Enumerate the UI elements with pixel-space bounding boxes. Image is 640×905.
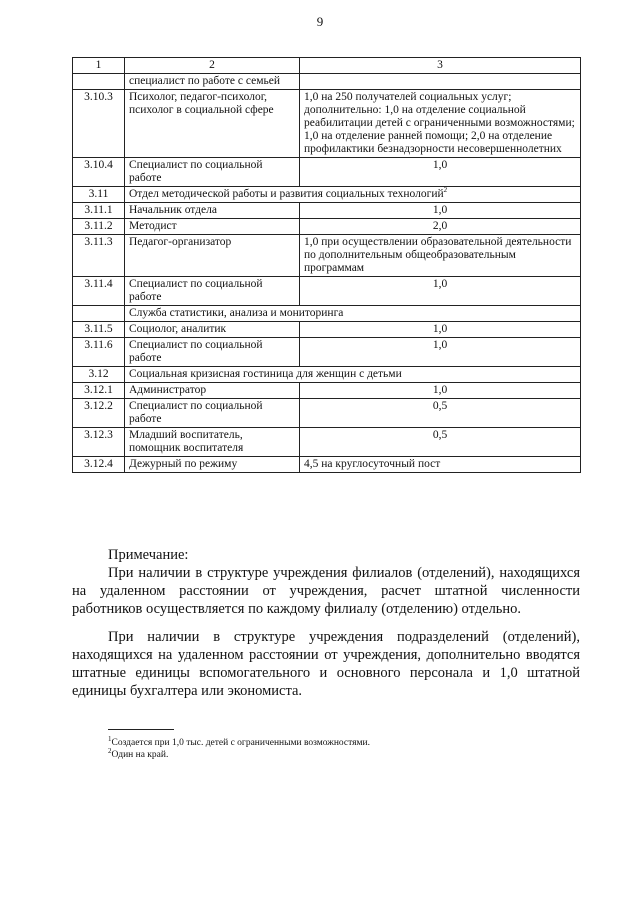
staff-norm-cell: 0,5 (300, 428, 581, 457)
row-number-cell: 3.12.4 (73, 457, 125, 473)
table-row (73, 457, 581, 473)
table-row (73, 338, 581, 367)
table-row (73, 90, 581, 158)
row-number-cell: 3.10.3 (73, 90, 125, 158)
position-name-cell: Методист (125, 219, 300, 235)
position-name-cell: Начальник отдела (125, 203, 300, 219)
row-number-cell: 3.10.4 (73, 158, 125, 187)
staff-norm-cell: 0,5 (300, 399, 581, 428)
footnote-separator (108, 729, 174, 730)
footnote-1 (108, 734, 371, 749)
staffing-table (72, 57, 581, 473)
row-number-cell: 3.12.2 (73, 399, 125, 428)
table-row (73, 399, 581, 428)
note-paragraph-2: При наличии в структуре учреждения подразделений (отделений), находящихся на удаленном расстоянии от учреждения, дополнительно вводятся штатные единицы вспомогательного и основного персонала и 1,0 штатной единицы бухгалтера или экономиста. (72, 629, 580, 699)
section-row (73, 367, 581, 383)
position-name-cell: Специалист по социальной работе (125, 399, 300, 428)
table-header-row (73, 58, 581, 74)
staff-norm-cell: 4,5 на круглосуточный пост (300, 457, 581, 473)
row-number-cell: 3.11.6 (73, 338, 125, 367)
header-cell-1: 1 (73, 58, 125, 74)
table-row (73, 322, 581, 338)
row-number-cell: 3.11.3 (73, 235, 125, 277)
staff-norm-cell: 1,0 (300, 203, 581, 219)
position-name-cell: Специалист по социальной работе (125, 158, 300, 187)
position-name-cell: Дежурный по режиму (125, 457, 300, 473)
row-number-cell: 3.12 (73, 367, 125, 383)
staff-norm-cell: 1,0 (300, 338, 581, 367)
note-title: Примечание: (108, 547, 189, 563)
row-number-cell: 3.11.4 (73, 277, 125, 306)
staff-norm-cell: 1,0 (300, 277, 581, 306)
table-row (73, 74, 581, 90)
position-name-cell: специалист по работе с семьей (125, 74, 300, 90)
section-title: Социальная кризисная гостиница для женщин с детьми (129, 368, 402, 380)
row-number-cell: 3.11 (73, 187, 125, 203)
row-number-cell: 3.11.5 (73, 322, 125, 338)
section-title-cell (125, 367, 581, 383)
footnote-reference: 2 (443, 186, 448, 195)
staffing-table-body (73, 58, 581, 473)
table-row (73, 203, 581, 219)
section-row (73, 306, 581, 322)
row-number-cell (73, 74, 125, 90)
position-name-cell: Младший воспитатель, помощник воспитателя (125, 428, 300, 457)
row-number-cell: 3.11.2 (73, 219, 125, 235)
table-row (73, 158, 581, 187)
position-name-cell: Педагог-организатор (125, 235, 300, 277)
section-title: Служба статистики, анализа и мониторинга (129, 307, 344, 319)
header-cell-2: 2 (125, 58, 300, 74)
position-name-cell: Администратор (125, 383, 300, 399)
row-number-cell: 3.12.3 (73, 428, 125, 457)
staff-norm-cell: 1,0 (300, 383, 581, 399)
table-row (73, 383, 581, 399)
table-row (73, 219, 581, 235)
staff-norm-cell: 1,0 (300, 158, 581, 187)
staff-norm-cell (300, 74, 581, 90)
page-number: 9 (316, 14, 324, 29)
table-row (73, 428, 581, 457)
section-title-cell (125, 187, 581, 203)
section-title: Отдел методической работы и развития социальных технологий (129, 188, 444, 200)
row-number-cell: 3.12.1 (73, 383, 125, 399)
row-number-cell (73, 306, 125, 322)
footnote-mark: 1 (108, 734, 112, 743)
footnote-mark: 2 (108, 746, 112, 755)
staff-norm-cell: 2,0 (300, 219, 581, 235)
staff-norm-cell: 1,0 (300, 322, 581, 338)
position-name-cell: Социолог, аналитик (125, 322, 300, 338)
header-cell-3: 3 (300, 58, 581, 74)
table-row (73, 277, 581, 306)
position-name-cell: Специалист по социальной работе (125, 338, 300, 367)
note-paragraph-1: При наличии в структуре учреждения филиалов (отделений), находящихся на удаленном расстоянии от учреждения, расчет штатной численности работников осуществляется по каждому филиалу (отделению) отдельно. (72, 565, 580, 617)
footnote-text: Создается при 1,0 тыс. детей с ограниченными возможностями. (111, 738, 371, 748)
position-name-cell: Психолог, педагог-психолог, психолог в социальной сфере (125, 90, 300, 158)
table-row (73, 235, 581, 277)
row-number-cell: 3.11.1 (73, 203, 125, 219)
section-title-cell (125, 306, 581, 322)
position-name-cell: Специалист по социальной работе (125, 277, 300, 306)
footnote-2 (108, 746, 169, 761)
staff-norm-cell: 1,0 на 250 получателей социальных услуг; дополнительно: 1,0 на отделение социальной реабилитации детей с ограниченными возможностями; 1,0 на отделение ранней помощи; 2,0 на отделение профилактики безнадзорности несовершеннолетних (300, 90, 581, 158)
section-row (73, 187, 581, 203)
footnote-text: Один на край. (111, 750, 169, 760)
staff-norm-cell: 1,0 при осуществлении образовательной деятельности по дополнительным общеобразовательным программам (300, 235, 581, 277)
